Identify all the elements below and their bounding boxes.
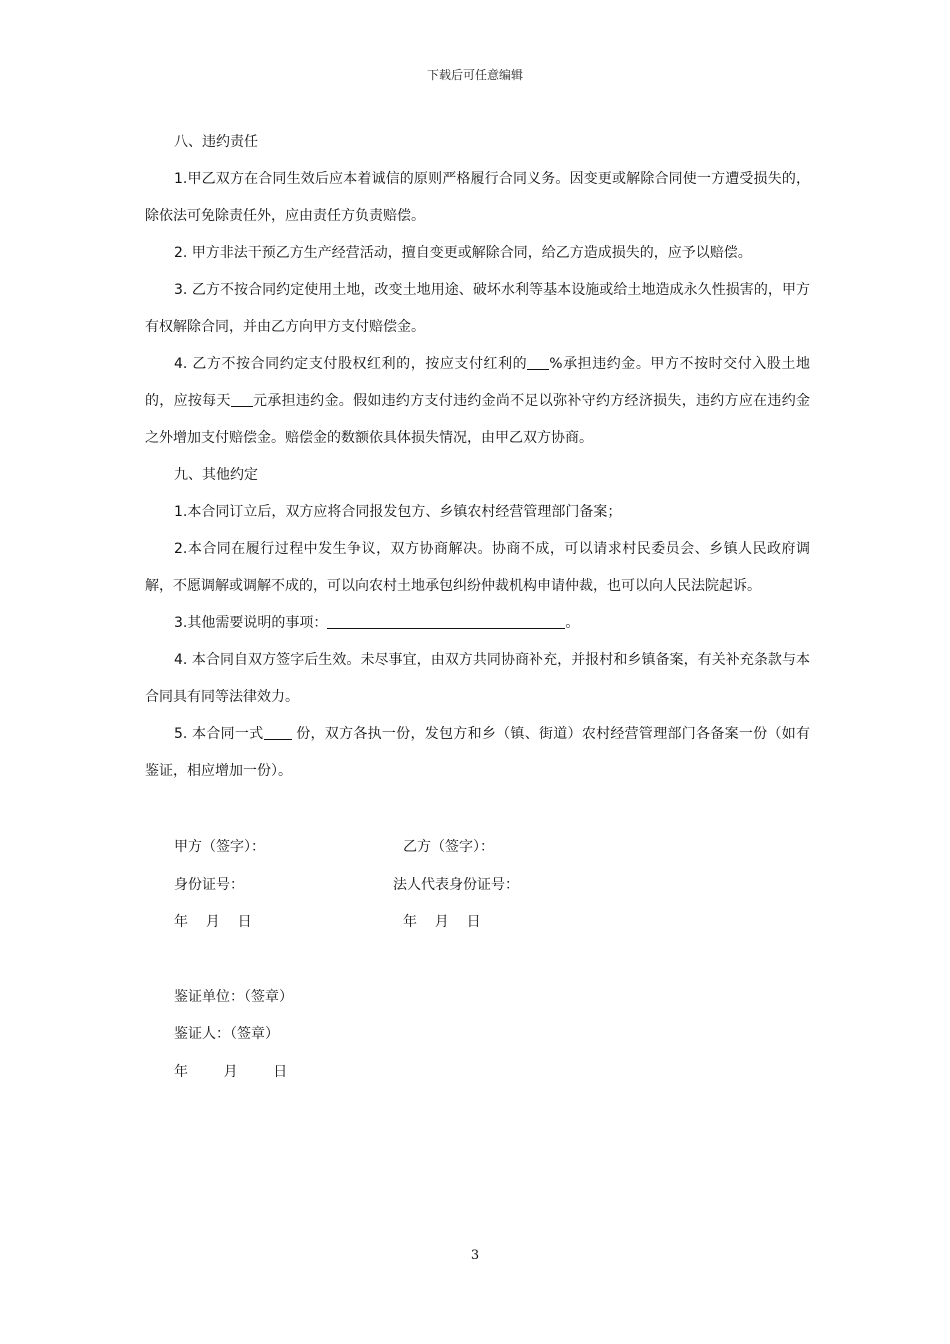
party-b-legal-rep-id: 法人代表身份证号： <box>393 877 519 893</box>
certification-date: 年 月 日 <box>174 1064 288 1080</box>
party-a-date: 年 月 日 <box>174 914 252 930</box>
clause-9-4: 4. 本合同自双方签字后生效。未尽事宜，由双方共同协商补充，并报村和乡镇备案，有关补充条款与本合同具有同等法律效力。 <box>145 652 810 705</box>
certification-unit: 鉴证单位：（签章） <box>174 989 293 1005</box>
page-number: 3 <box>470 1248 480 1263</box>
clause-9-1: 1.本合同订立后，双方应将合同报发包方、乡镇农村经营管理部门备案； <box>174 504 622 520</box>
blank-other-matters <box>327 614 565 629</box>
contract-body <box>145 124 810 790</box>
section-8-title: 八、违约责任 <box>174 134 258 150</box>
page-header: 下载后可任意编辑 <box>426 68 523 82</box>
clause-8-3: 3. 乙方不按合同约定使用土地，改变土地用途、破坏水利等基本设施或给土地造成永久性损害的，甲方有权解除合同，并由乙方向甲方支付赔偿金。 <box>145 282 810 335</box>
blank-percent <box>527 355 549 370</box>
party-a-signature: 甲方（签字）： <box>174 839 265 855</box>
party-a-id: 身份证号： <box>174 877 244 893</box>
blank-daily-amount <box>231 392 253 407</box>
party-b-date: 年 月 日 <box>403 914 481 930</box>
clause-8-1: 1.甲乙双方在合同生效后应本着诚信的原则严格履行合同义务。因变更或解除合同使一方遭受损失的，除依法可免除责任外，应由责任方负责赔偿。 <box>145 171 810 224</box>
certification-person: 鉴证人：（签章） <box>174 1026 279 1042</box>
clause-9-5: 5. 本合同一式 份，双方各执一份，发包方和乡（镇、街道）农村经营管理部门各备案一份（如有鉴证，相应增加一份）。 <box>145 726 811 779</box>
clause-9-3: 3.其他需要说明的事项： 。 <box>174 615 580 631</box>
blank-copies <box>264 725 292 740</box>
party-b-signature: 乙方（签字）： <box>403 839 494 855</box>
clause-8-2: 2. 甲方非法干预乙方生产经营活动，擅自变更或解除合同，给乙方造成损失的，应予以赔偿。 <box>174 245 752 261</box>
clause-8-4: 4. 乙方不按合同约定支付股权红利的，按应支付红利的 %承担违约金。甲方不按时交付入股土地的，应按每天 元承担违约金。假如违约方支付违约金尚不足以弥补守约方经济损失，违约方应在违约金之外增加支付赔偿金。赔偿金的数额依具体损失情况，由甲乙双方协商。 <box>145 356 810 446</box>
clause-9-2: 2.本合同在履行过程中发生争议，双方协商解决。协商不成，可以请求村民委员会、乡镇人民政府调解，不愿调解或调解不成的，可以向农村土地承包纠纷仲裁机构申请仲裁，也可以向人民法院起诉。 <box>145 541 810 594</box>
section-9-title: 九、其他约定 <box>174 467 258 483</box>
